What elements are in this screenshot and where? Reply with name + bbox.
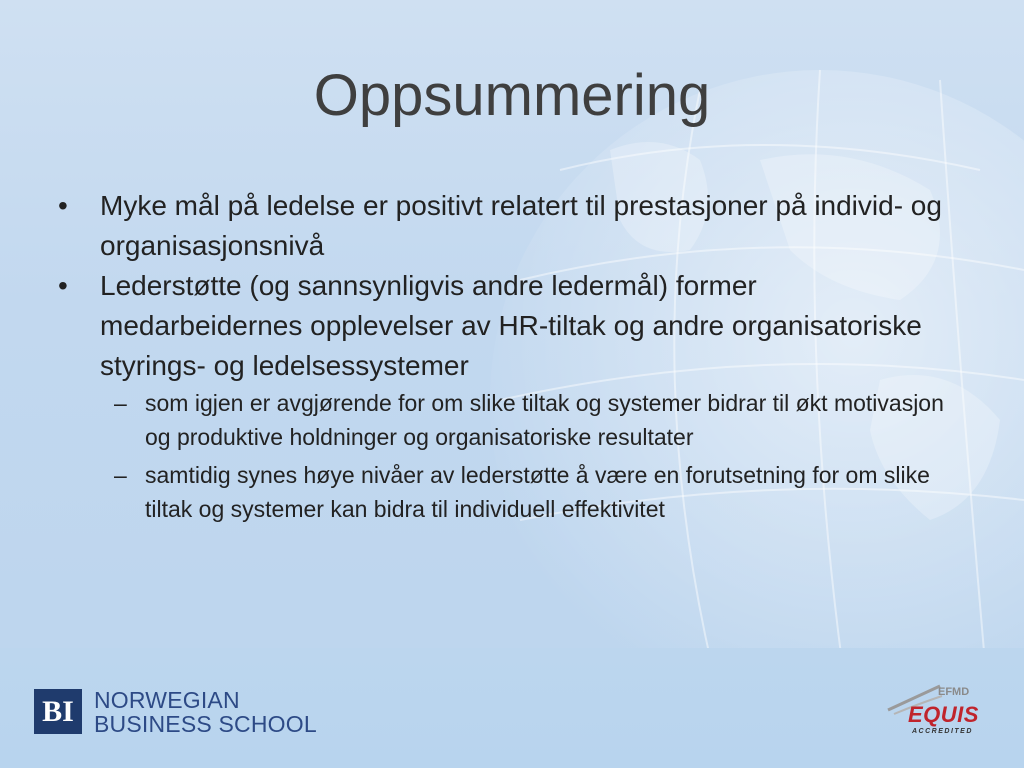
bullet-1: [56, 186, 956, 266]
sub-bullet-1-text: som igjen er avgjørende for om slike tiltak og systemer bidrar til økt motivasjon og produktive holdninger og organisatoriske resultater: [145, 390, 944, 450]
slide-title: Oppsummering: [313, 63, 711, 128]
sub-bullet-1: [56, 386, 956, 454]
sub-bullet-2-text: samtidig synes høye nivåer av lederstøtte å være en forutsetning for om slike tiltak og systemer kan bidra til individuell effektivitet: [145, 462, 930, 522]
bullet-marker: •: [58, 190, 68, 221]
slide-content: [56, 186, 956, 526]
school-name-line2: BUSINESS SCHOOL: [94, 711, 317, 737]
sub-bullet-marker: –: [114, 390, 127, 416]
accredited-label: ACCREDITED: [912, 728, 973, 735]
bullet-marker: •: [58, 270, 68, 301]
sub-bullet-2: [56, 458, 956, 526]
equis-accreditation-logo: [880, 674, 990, 746]
efmd-label: EFMD: [938, 686, 970, 698]
sub-bullet-marker: –: [114, 462, 127, 488]
bullet-2: [56, 266, 956, 386]
school-name-line1: NORWEGIAN: [94, 687, 240, 713]
school-name: [94, 688, 317, 736]
bi-logo: BI: [34, 689, 82, 734]
bullet-1-text: Myke mål på ledelse er positivt relatert til prestasjoner på individ- og organisasjonsnivå: [100, 190, 942, 261]
equis-label: EQUIS: [908, 702, 979, 727]
bullet-2-text: Lederstøtte (og sannsynligvis andre ledermål) former medarbeidernes opplevelser av HR-tiltak og andre organisatoriske styrings- og ledelsessystemer: [100, 270, 922, 381]
